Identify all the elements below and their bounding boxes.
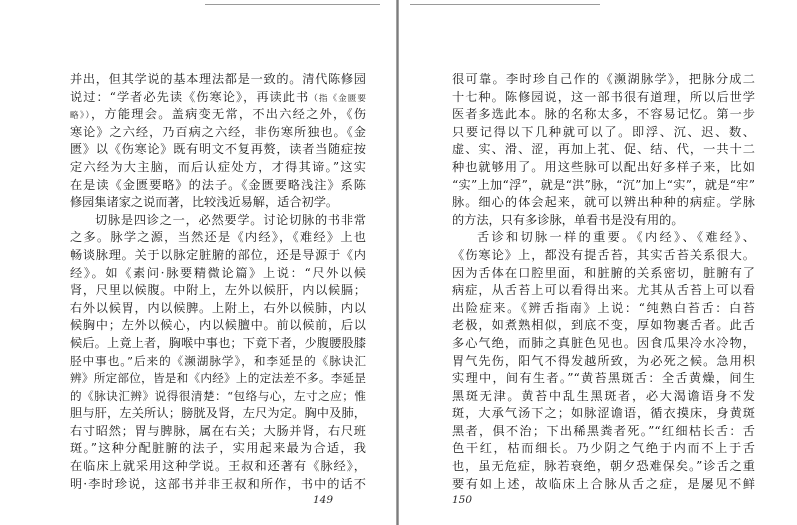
paragraph-start-line: 舌诊和切脉一样的重要。《内经》、《难经》、	[477, 230, 755, 245]
text-line: 要有如上述，故临床上合脉从舌之症，是屡见不鲜	[452, 476, 755, 491]
text-line: 很可靠。李时珍自己作的《濒湖脉学》，把脉分成二	[452, 72, 755, 86]
inline-annotation: 略》）	[70, 111, 91, 122]
paragraph-start-line: 切脉是四诊之一，必然要学。讨论切脉的书非常	[95, 212, 366, 227]
text-line: 实理中，间有生者。”“黄苔黑斑舌：全舌黄燥，间生	[452, 371, 755, 386]
text-line: 胫中事也。”后来的《濒湖脉学》，和李延昰的《脉诀汇	[70, 353, 366, 368]
text-line: 寒论》之六经，乃百病之六经，非伤寒所独也。《金	[70, 124, 366, 139]
text-line: 老极，如煮熟相似，到底不变，厚如物裹舌者。此舌	[452, 318, 755, 333]
right-page-text	[452, 71, 755, 493]
page-number: 150	[452, 494, 473, 506]
text-line: 脉。细心的体会起来，就可以辨出种种的病症。学脉	[452, 195, 755, 210]
header-rule	[410, 4, 600, 5]
text-line: 畅谈脉理。关于以脉定脏腑的部位，还是导源于《内	[70, 247, 366, 262]
book-gutter	[396, 0, 399, 525]
text-line: 修园集诸家之说而著，比较浅近易解，适合初学。	[70, 195, 339, 210]
text-line: 肾，尺里以候腹。中附上，左外以候肝，内以候膈；	[70, 283, 366, 298]
text-line	[70, 106, 366, 124]
header-rule	[205, 4, 380, 5]
text-line: 右外以候胃，内以候脾。上附上，右外以候肺，内以	[70, 300, 366, 315]
left-page-text	[70, 71, 366, 493]
text-line: 并出，但其学说的基本理法都是一致的。清代陈修园	[70, 72, 366, 86]
text-line: 的《脉诀汇辨》说得很清楚：“包络与心，左寸之应；惟	[70, 388, 366, 403]
text-line: 色干红，枯而细长。乃少阴之气绝于内而不上于舌	[452, 441, 755, 456]
text-line: “实”上加“浮”，就是“洪”脉，“沉”加上“实”，就是“牢”	[452, 177, 755, 192]
text-line: 斑，大承气汤下之；如脉涩谵语，循衣摸床，身黄斑	[452, 406, 755, 421]
right-page	[400, 0, 797, 525]
text-line: 种也就够用了。用这些脉可以配出好多样子来，比如	[452, 159, 755, 174]
text-line: 黑斑无津。黄苔中乱生黑斑者，必大渴谵语身不发	[452, 388, 755, 403]
text-line: 医者多选此本。脉的名称太多，不容易记忆。第一步	[452, 107, 755, 122]
text-line: 定六经为大主脑，而后认症处方，才得其谛。”这实	[70, 159, 366, 174]
text-line: 《伤寒论》上，都没有提舌苔，其实舌苔关系很大。	[452, 247, 755, 262]
text-line: 明·李时珍说，这部书并非王叔和所作，书中的话不	[70, 476, 366, 491]
text-line: 因为舌体在口腔里面，和脏腑的关系密切，脏腑有了	[452, 265, 755, 280]
text-line: 在是读《金匮要略》的法子。《金匮要略浅注》系陈	[70, 177, 366, 192]
text-line: 之多。脉学之源，当然还是《内经》，《难经》上也	[70, 230, 366, 245]
text-line: 胃气先伤，阳气不得发越所致，为必死之候。急用枳	[452, 353, 755, 368]
page-number: 149	[313, 494, 334, 506]
text-line: 黑者，俱不治；下出稀黑粪者死。”“红细枯长舌：舌	[452, 423, 755, 438]
inline-annotation: （指《金匮要	[309, 93, 366, 104]
text-line: 只要记得以下几种就可以了。即浮、沉、迟、数、	[452, 124, 755, 139]
text-line: 匮》以《伤寒论》既有明文不复再赘，读者当随症按	[70, 142, 366, 157]
text-line: 在临床上就采用这种学说。王叔和还著有《脉经》，	[70, 459, 366, 474]
text-line: 辨》所定部位，皆是和《内经》上的定法差不多。李延昰	[70, 371, 366, 386]
text-line: 也，虽无危症，脉若衰绝，朝夕恐难保矣。”诊舌之重	[452, 459, 755, 474]
text-line: 右寸昭然；胃与脾脉，属在右关；大肠并肾，右尺班	[70, 423, 366, 438]
left-page	[0, 0, 396, 525]
text-line: 虚、实、滑、涩，再加上芤、促、结、代，一共十二	[452, 142, 755, 157]
text-line	[70, 89, 366, 107]
text-run: 说过：“学者必先读《伤寒论》，再读此书	[70, 89, 310, 104]
text-line: 经》。如《素问·脉要精微论篇》上说：“尺外以候	[70, 265, 366, 280]
text-line: 斑。”这种分配脏腑的法子，实用起来最为合适，我	[70, 441, 366, 456]
text-line: 胆与肝，左关所认；膀胱及肾，左尺为定。胸中及肺，	[70, 406, 366, 421]
text-line: 出险症来。《辨舌指南》上说：“纯熟白苔舌：白苔	[452, 300, 755, 315]
text-run: ，方能理会。盖病变无常，不出六经之外，《伤	[90, 107, 366, 122]
text-line: 的方法，只有多诊脉，单看书是没有用的。	[452, 212, 684, 227]
text-line: 十七种。陈修园说，这一部书很有道理，所以后世学	[452, 89, 755, 104]
text-line: 多心气绝，而肺之真脏色见也。因食瓜果冷水冷物，	[452, 335, 755, 350]
text-line: 候后。上竟上者，胸喉中事也；下竟下者，少腹腰股膝	[70, 335, 366, 350]
text-line: 候胸中；左外以候心，内以候膻中。前以候前，后以	[70, 318, 366, 333]
text-line: 病症，从舌苔上可以看得出来。尤其从舌苔上可以看	[452, 283, 755, 298]
